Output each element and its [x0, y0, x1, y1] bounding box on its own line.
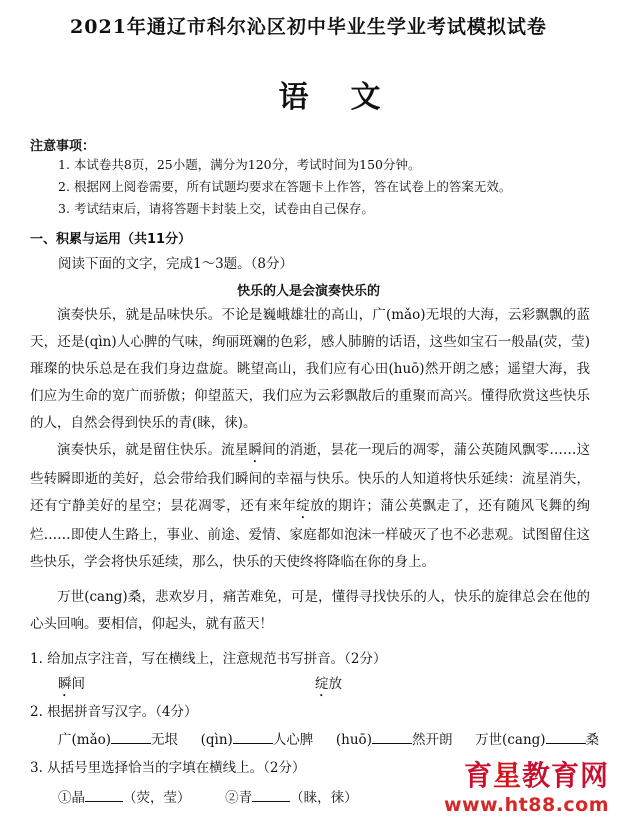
notice-heading: 注意事项：: [30, 139, 96, 154]
q2-item-b-rest: 人心脾: [272, 732, 314, 748]
notice-item-2: 2. 根据网上阅卷需要，所有试题均要求在答题卡上作答，答在试卷上的答案无效。: [58, 179, 512, 194]
q1-dotted-char-2: 绽: [315, 676, 329, 692]
paragraph-1-text: 演奏快乐，就是品味快乐。不论是巍峨雄壮的高山，广(mǎo)无垠的大海，云彩飘飘的蓝天，还是(qìn)人心脾的气味，绚丽斑斓的色彩，感人肺腑的话语，这些如宝石一般晶(荧，莹)璀璨的快乐总是在我们身边盘旋。眺望高山，我们应有心田(huō)然开朗之感；遥望大海，我们应为生命的宽广而骄傲；仰望蓝天，我们应为云彩飘散后的重聚而高兴。懂得欣赏这些快乐的人，自然会得到快乐的青(睐，徕)。: [30, 307, 590, 431]
q1-word-1-rest: 间: [71, 676, 85, 692]
q2-item-c-rest: 然开朗: [411, 732, 453, 748]
article-paragraph-1: [30, 302, 590, 437]
paragraph-3-text: 万世(cang)桑，悲欢岁月，痛苦难免，可是，懂得寻找快乐的人，快乐的旋律总会在他的心头回响。要相信，仰起头，就有蓝天！: [30, 589, 590, 632]
reading-instruction: 阅读下面的文字，完成1～3题。（8分）: [58, 256, 294, 272]
dotted-char-zhan: 绽: [296, 498, 311, 514]
q3-items: [58, 786, 358, 806]
watermark-brand: [444, 754, 609, 794]
question-3: 3. 从括号里选择恰当的字填在横线上。（2分）: [30, 760, 306, 776]
section-heading: 一、积累与运用（共11分）: [30, 232, 192, 247]
q2-item-d-rest: 桑: [585, 732, 600, 748]
q2-item-a-rest: 无垠: [151, 732, 179, 748]
q3-item-b: ②青: [225, 790, 253, 806]
q1-word-2: [315, 672, 342, 700]
watermark-brand-b: 教育网: [521, 759, 609, 792]
q2-blank-d[interactable]: [546, 731, 586, 744]
q1-word-2-rest: 放: [328, 676, 342, 692]
watermark-brand-a: 育: [463, 759, 493, 792]
q2-blank-a[interactable]: [111, 731, 151, 744]
paragraph-2-text: [30, 437, 590, 576]
paragraph-2-part-c: 放的期许；蒲公英飘走了，还有随风飞舞的绚烂……即使人生路上，事业、前途、爱情、家庭都如泡沫一样破灭了也不必悲观。试图留住这些快乐，学会将快乐延续，那么，快乐的天使终将降临在你的身上。: [30, 498, 591, 570]
watermark-brand-star: 星: [492, 759, 522, 792]
notice-item-3: 3. 考试结束后，请将答题卡封装上交，试卷由自己保存。: [58, 201, 374, 216]
q2-blank-b[interactable]: [233, 731, 273, 744]
article-paragraph-3: [30, 584, 590, 638]
watermark-url: www.ht88.com: [443, 794, 609, 816]
article-paragraph-2: [30, 437, 590, 576]
paragraph-2-part-b: 间的消逝，昙花一现后的凋零，蒲公英随风飘零……这些转瞬即逝的美好，总会带给我们瞬间的幸福与快乐。快乐的人知道将快乐延续：流星消失，还有宁静美好的星空；昙花凋零，还有来年: [30, 442, 591, 514]
exam-title: 2021年通辽市科尔沁区初中毕业生学业考试模拟试卷: [70, 16, 547, 38]
q2-item-c: (huō): [335, 732, 372, 748]
q2-blank-c[interactable]: [372, 731, 412, 744]
q2-item-b: (qìn): [200, 732, 233, 748]
q3-item-a-rest: （荧，莹）: [123, 790, 191, 806]
question-1: 1. 给加点字注音，写在横线上，注意规范书写拼音。（2分）: [30, 651, 387, 667]
q2-item-d: 万世(cang): [475, 732, 546, 748]
q1-dotted-char-1: 瞬: [58, 676, 72, 692]
question-2: 2. 根据拼音写汉字。（4分）: [30, 704, 198, 720]
subject-title: 语文: [278, 80, 423, 115]
dotted-char-shun: 瞬: [248, 442, 263, 458]
paragraph-2-part-a: 演奏快乐，就是留住快乐。流星: [57, 442, 249, 458]
q1-word-1: [58, 672, 85, 700]
site-watermark: [444, 754, 609, 816]
q2-items: [58, 728, 599, 748]
article-title: 快乐的人是会演奏快乐的: [236, 284, 380, 299]
q3-blank-b[interactable]: [252, 789, 290, 802]
q3-blank-a[interactable]: [85, 789, 123, 802]
q2-item-a: 广(mǎo): [58, 732, 112, 748]
q3-item-b-rest: （睐，徕）: [290, 790, 358, 806]
q3-item-a: ①晶: [58, 790, 85, 806]
notice-item-1: 1. 本试卷共8页，25小题，满分为120分，考试时间为150分钟。: [58, 157, 421, 172]
